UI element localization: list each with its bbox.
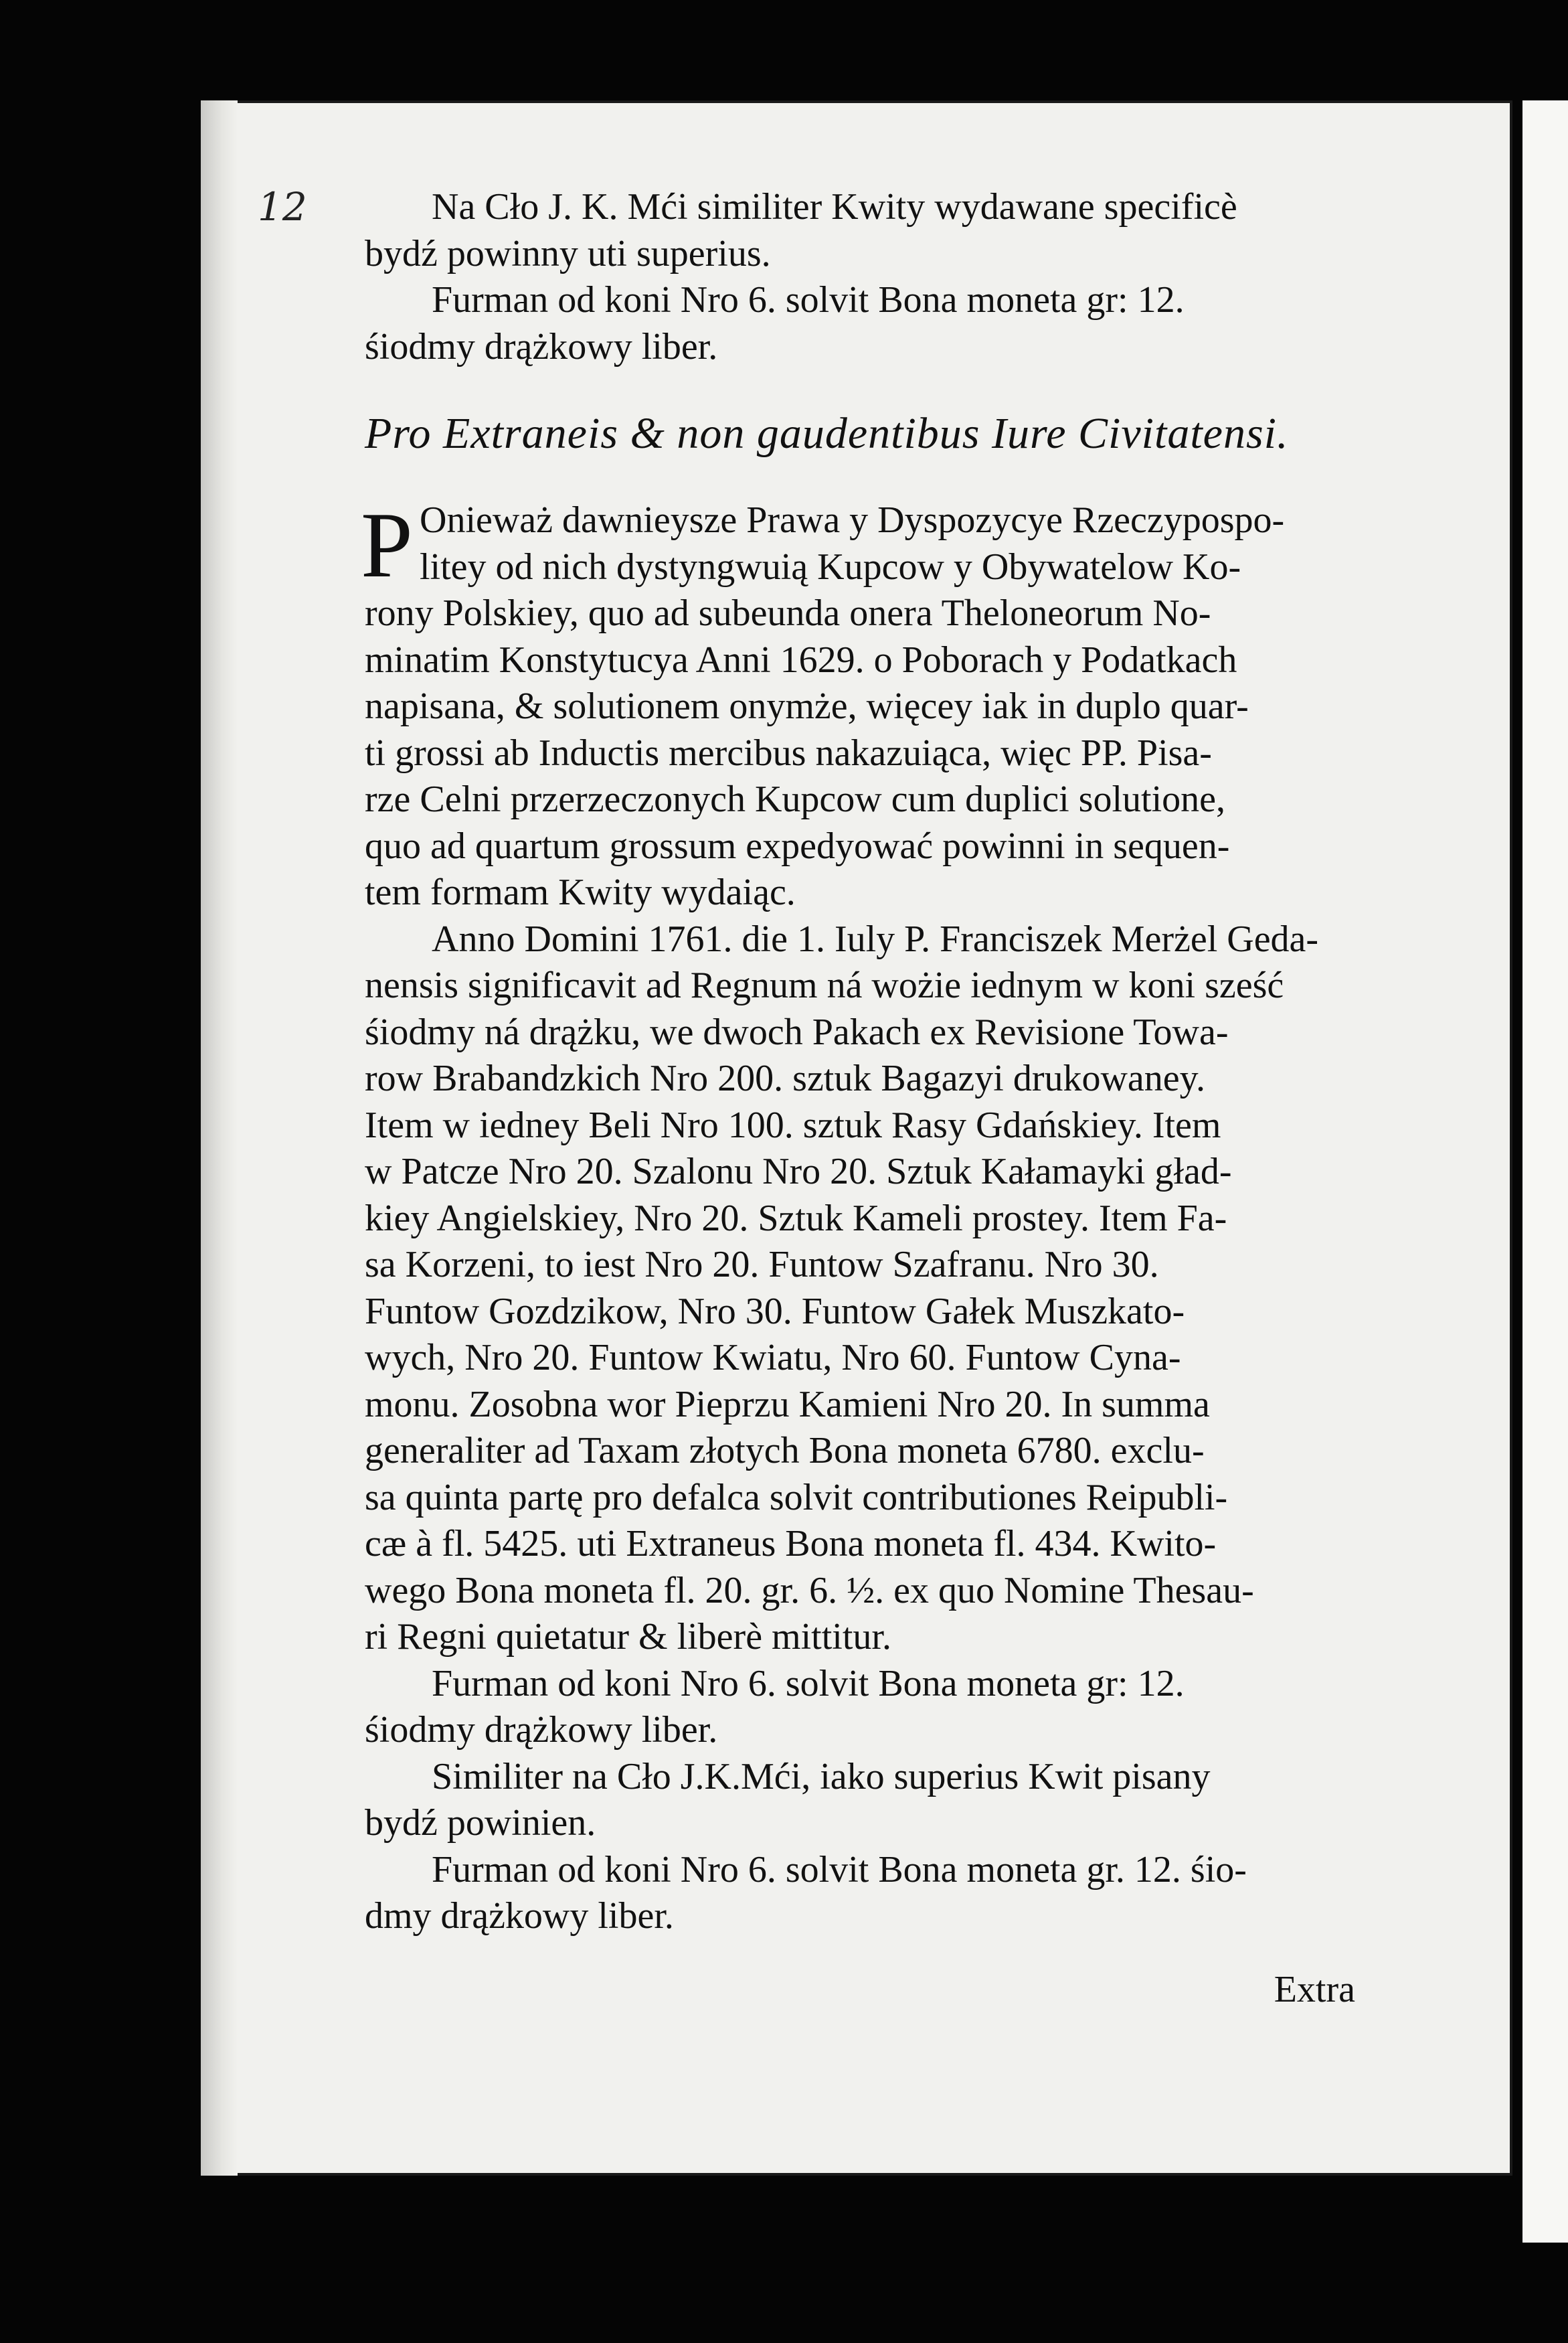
text-line: row Brabandzkich Nro 200. sztuk Bagazyi drukowaney. — [365, 1058, 1206, 1099]
text-line: generaliter ad Taxam złotych Bona moneta 6780. exclu- — [365, 1430, 1205, 1471]
text-line: dmy drążkowy liber. — [365, 1895, 674, 1937]
text-line: śiodmy drążkowy liber. — [365, 1709, 718, 1751]
text-line: sa Korzeni, to iest Nro 20. Funtow Szafranu. Nro 30. — [365, 1244, 1159, 1285]
text-line: monu. Zosobna wor Pieprzu Kamieni Nro 20. In summa — [365, 1383, 1210, 1425]
text-line: bydź powinny uti superius. — [365, 232, 771, 274]
text-line: rony Polskiey, quo ad subeunda onera Theloneorum No- — [365, 592, 1211, 634]
drop-cap-letter: P — [361, 493, 413, 597]
text-line: rze Celni przerzeczonych Kupcow cum duplici solutione, — [365, 779, 1225, 820]
text-line: Funtow Gozdzikow, Nro 30. Funtow Gałek Muszkato- — [365, 1290, 1185, 1332]
text-line: Furman od koni Nro 6. solvit Bona moneta gr. 12. śio- — [432, 1848, 1247, 1890]
handwritten-page-number: 12 — [258, 184, 307, 230]
text-line: Similiter na Cło J.K.Mći, iako superius Kwit pisany — [432, 1755, 1211, 1797]
text-line-content: Onieważ dawnieysze Prawa y Dyspozycye Rzeczypospo- — [420, 499, 1285, 541]
text-line: quo ad quartum grossum expedyować powinni in sequen- — [365, 825, 1230, 867]
text-line: ti grossi ab Inductis mercibus nakazuiąca, więc PP. Pisa- — [365, 732, 1212, 774]
text-line: Anno Domini 1761. die 1. Iuly P. Franciszek Merżel Geda- — [432, 918, 1319, 960]
text-line: śiodmy drążkowy liber. — [365, 325, 718, 368]
catchword: Extra — [1274, 1968, 1355, 2010]
text-line: ri Regni quietatur & liberè mittitur. — [365, 1616, 891, 1658]
text-line: nensis significavit ad Regnum ná wożie iednym w koni sześć — [365, 965, 1284, 1006]
text-line: Item w iedney Beli Nro 100. sztuk Rasy Gdańskiey. Item — [365, 1104, 1221, 1146]
text-line: litey od nich dystyngwuią Kupcow y Obywatelow Ko- — [420, 546, 1241, 588]
text-line: sa quinta partę pro defalca solvit contributiones Reipubli- — [365, 1476, 1228, 1518]
text-line: kiey Angielskiey, Nro 20. Sztuk Kameli prostey. Item Fa- — [365, 1197, 1227, 1239]
section-heading: Pro Extraneis & non gaudentibus Iure Civitatensi. — [365, 409, 1289, 458]
text-line: wego Bona moneta fl. 20. gr. 6. ½. ex quo Nomine Thesau- — [365, 1569, 1254, 1611]
text-line: wych, Nro 20. Funtow Kwiatu, Nro 60. Funtow Cyna- — [365, 1337, 1181, 1378]
text-line: śiodmy ná drążku, we dwoch Pakach ex Revisione Towa- — [365, 1011, 1229, 1053]
text-line: bydź powinien. — [365, 1802, 596, 1844]
text-line: cæ à fl. 5425. uti Extraneus Bona moneta fl. 434. Kwito- — [365, 1523, 1217, 1564]
text-line: napisana, & solutionem onymże, więcey iak in duplo quar- — [365, 685, 1249, 727]
text-line: w Patcze Nro 20. Szalonu Nro 20. Sztuk Kałamayki gład- — [365, 1151, 1232, 1192]
page-text — [361, 184, 1395, 2013]
text-line: Furman od koni Nro 6. solvit Bona moneta gr: 12. — [432, 1662, 1185, 1704]
text-line: Furman od koni Nro 6. solvit Bona moneta gr: 12. — [432, 279, 1185, 321]
text-line: Na Cło J. K. Mći similiter Kwity wydawane specificè — [432, 186, 1237, 228]
text-line: minatim Konstytucya Anni 1629. o Poborach y Podatkach — [365, 639, 1237, 681]
text-line: tem formam Kwity wydaiąc. — [365, 872, 796, 913]
facing-page-edge — [1522, 100, 1568, 2243]
